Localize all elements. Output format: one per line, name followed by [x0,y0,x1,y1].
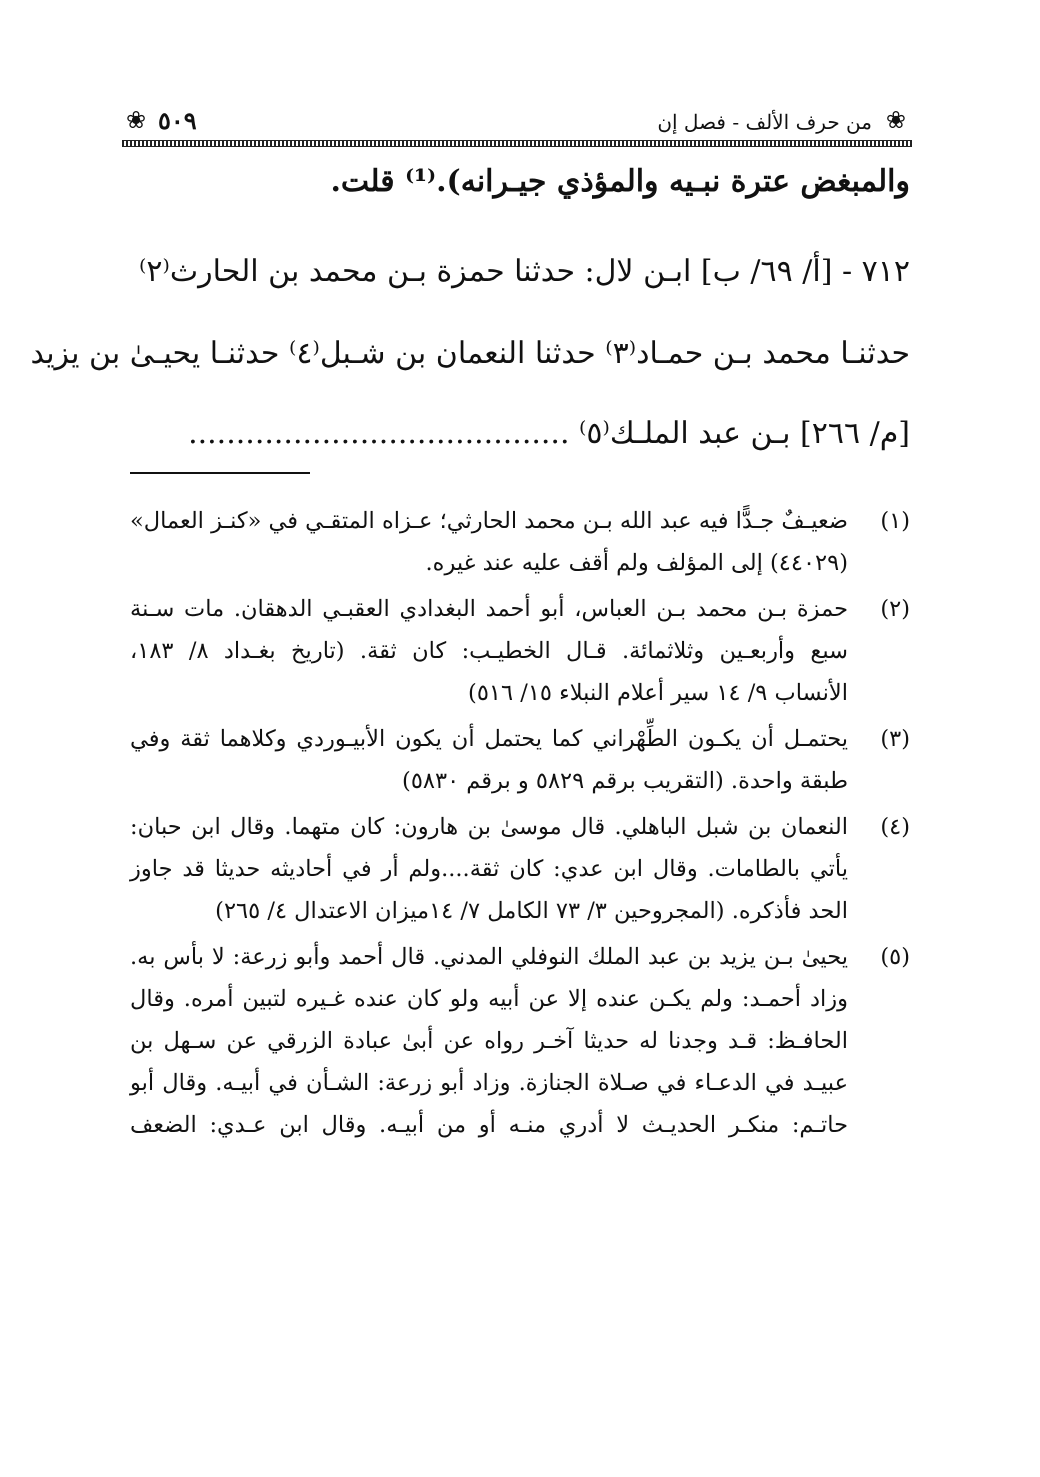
footnote-line: ضعيـفٌ جـدًّا فيه عبد الله بـن محمد الحارثي؛ عـزاه المتقـي في «كنـز العمال» [130,508,848,534]
footnote-line: حمزة بـن محمد بـن العباس، أبو أحمد البغدادي العقبـي الدهقان. مات سـنة [130,596,848,622]
footnote-number: (٣) [880,726,910,752]
footnote-number: (٥) [880,944,910,970]
footnote-line: وزاد أحمـد: ولم يكـن عنده إلا عن أبيه ولو كان عنده غـيره لتبين أمره. وقال [130,986,848,1012]
footnote [130,718,910,802]
main-line-4: [م/ ٢٦٦] بـن عبد الملـك⁽٥⁾ ........................................ [188,416,910,451]
header-title: من حرف الألف - فصل إن [657,110,872,134]
footnote [130,588,910,714]
footnote [130,500,910,584]
main-line-2: ٧١٢ - [أ/ ٦٩/ ب] ابـن لال: حدثنا حمزة بـن محمد بن الحارث⁽٢⁾ [139,254,910,289]
header-ornament-left: ❀ [126,106,147,134]
footnote-line: الحد فأذكره. (المجروحين ٣/ ٧٣ الكامل ٧/ ١٤ميزان الاعتدال ٤/ ٢٦٥) [215,898,848,924]
footnote-number: (٢) [880,596,910,622]
header-rule [122,140,912,147]
footnote-line: يحتمـل أن يكـون الطِّهْراني كما يحتمل أن يكون الأبيـوردي وكلاهما ثقة وفي [130,726,848,752]
footnote-number: (١) [880,508,910,534]
footnote-line: يحيىٰ بـن يزيد بن عبد الملك النوفلي المدني. قال أحمد وأبو زرعة: لا بأس به. [130,944,848,970]
footnote-line: حاتـم: منكـر الحديـث لا أدري منـه أو من أبيـه. وقال ابن عـدي: الضعف [130,1112,848,1138]
footnote-separator [130,472,310,474]
header-ornament-right: ❀ [885,106,906,134]
footnote-line: سبع وأربعـين وثلاثمائة. قـال الخطيـب: كان ثقة. (تاريخ بغـداد ٨/ ١٨٣، [130,638,849,664]
footnote [130,936,910,1146]
footnote-line: طبقة واحدة. (التقريب برقم ٥٨٢٩ و برقم ٥٨٣٠) [402,768,848,794]
footnote-line: الأنساب ٩/ ١٤ سير أعلام النبلاء ١٥/ ٥١٦) [468,680,848,706]
main-line-1: والمبغض عترة نبـيه والمؤذي جيـرانه).⁽¹⁾ قلت. [330,164,910,199]
footnote [130,806,910,932]
footnote-line: الحافـظ: قـد وجدنا له حديثا آخـر رواه عن أبىٰ عبادة الزرقي عن سـهل بن [130,1028,848,1054]
footnote-line: عبيـد في الدعـاء في صـلاة الجنازة. وزاد أبو زرعة: الشـأن في أبيـه. وقال أبو [130,1070,848,1096]
footnote-line: (٤٤٠٢٩) إلى المؤلف ولم أقف عليه عند غيره. [425,550,848,576]
running-header [122,98,912,146]
footnote-number: (٤) [880,814,910,840]
main-line-3: حدثنـا محمد بـن حمـاد⁽٣⁾ حدثنا النعمان بن شـبل⁽٤⁾ حدثنـا يحيـىٰ بن يزيد [30,336,910,371]
page-number: ٥٠٩ [158,106,197,135]
footnote-line: النعمان بن شبل الباهلي. قال موسىٰ بن هارون: كان متهما. وقال ابن حبان: [130,814,848,840]
footnote-line: يأتي بالطامات. وقال ابن عدي: كان ثقة....ولم أر في أحاديثه حديثا قد جاوز [130,856,848,882]
footnotes [130,500,910,1150]
